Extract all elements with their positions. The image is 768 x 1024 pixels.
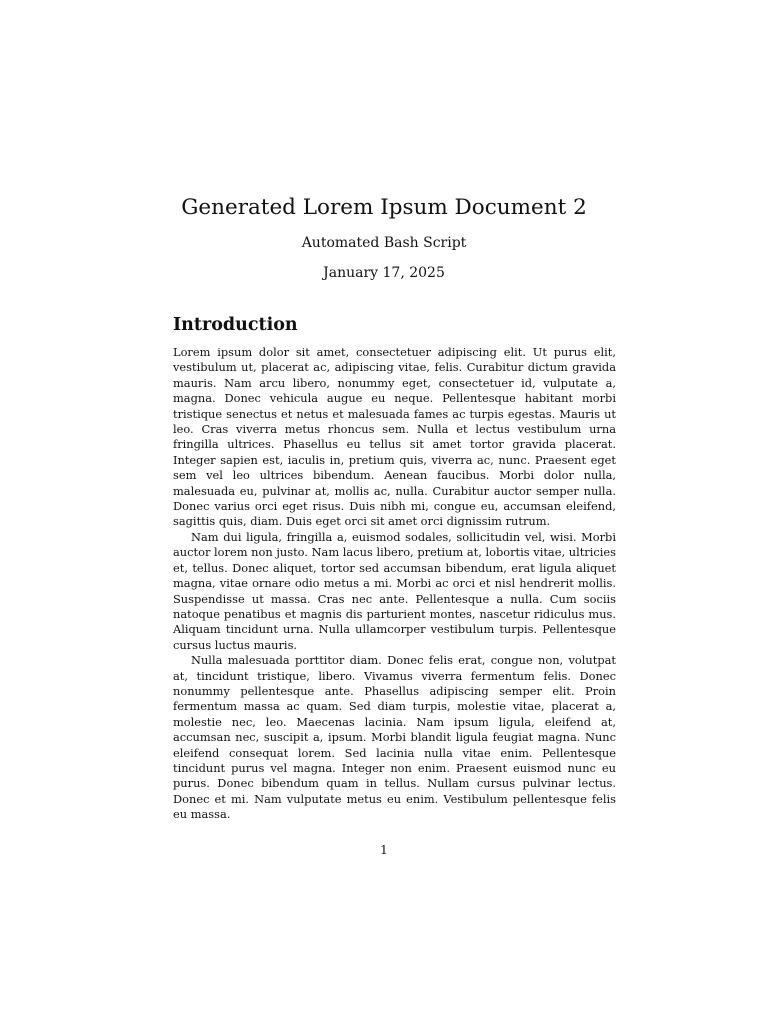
page-number: 1 <box>380 843 388 857</box>
paragraph: Lorem ipsum dolor sit amet, consectetuer adipiscing elit. Ut purus elit, vestibulum ut, placerat ac, adipiscing vitae, felis. Curabitur dictum gravida mauris. Nam arcu libero, nonummy eget, consectetuer id, vulputate a, magna. Donec vehicula augue eu neque. Pellentesque habitant morbi tristique senectus et netus et malesuada fames ac turpis egestas. Mauris ut leo. Cras viverra metus rhoncus sem. Nulla et lectus vestibulum urna fringilla ultrices. Phasellus eu tellus sit amet tortor gravida placerat. Integer sapien est, iaculis in, pretium quis, viverra ac, nunc. Praesent eget sem vel leo ultrices bibendum. Aenean faucibus. Morbi dolor nulla, malesuada eu, pulvinar at, mollis ac, nulla. Curabitur auctor semper nulla. Donec varius orci eget risus. Duis nibh mi, congue eu, accumsan eleifend, sagittis quis, diam. Duis eget orci sit amet orci dignissim rutrum. <box>173 345 616 529</box>
document-author: Automated Bash Script <box>301 235 467 251</box>
section-body <box>173 345 616 823</box>
document-date: January 17, 2025 <box>323 265 445 281</box>
paragraph: Nam dui ligula, fringilla a, euismod sodales, sollicitudin vel, wisi. Morbi auctor lorem non justo. Nam lacus libero, pretium at, lobortis vitae, ultricies et, tellus. Donec aliquet, tortor sed accumsan bibendum, erat ligula aliquet magna, vitae ornare odio metus a mi. Morbi ac orci et nisl hendrerit mollis. Suspendisse ut massa. Cras nec ante. Pellentesque a nulla. Cum sociis natoque penatibus et magnis dis parturient montes, nascetur ridiculus mus. Aliquam tincidunt urna. Nulla ullamcorper vestibulum turpis. Pellentesque cursus luctus mauris. <box>173 529 616 652</box>
document-title: Generated Lorem Ipsum Document 2 <box>181 195 587 220</box>
section-heading: Introduction <box>173 315 298 335</box>
paragraph: Nulla malesuada porttitor diam. Donec felis erat, congue non, volutpat at, tincidunt tristique, libero. Vivamus viverra fermentum felis. Donec nonummy pellentesque ante. Phasellus adipiscing semper elit. Proin fermentum massa ac quam. Sed diam turpis, molestie vitae, placerat a, molestie nec, leo. Maecenas lacinia. Nam ipsum ligula, eleifend at, accumsan nec, suscipit a, ipsum. Morbi blandit ligula feugiat magna. Nunc eleifend consequat lorem. Sed lacinia nulla vitae enim. Pellentesque tincidunt purus vel magna. Integer non enim. Praesent euismod nunc eu purus. Donec bibendum quam in tellus. Nullam cursus pulvinar lectus. Donec et mi. Nam vulputate metus eu enim. Vestibulum pellentesque felis eu massa. <box>173 653 616 822</box>
